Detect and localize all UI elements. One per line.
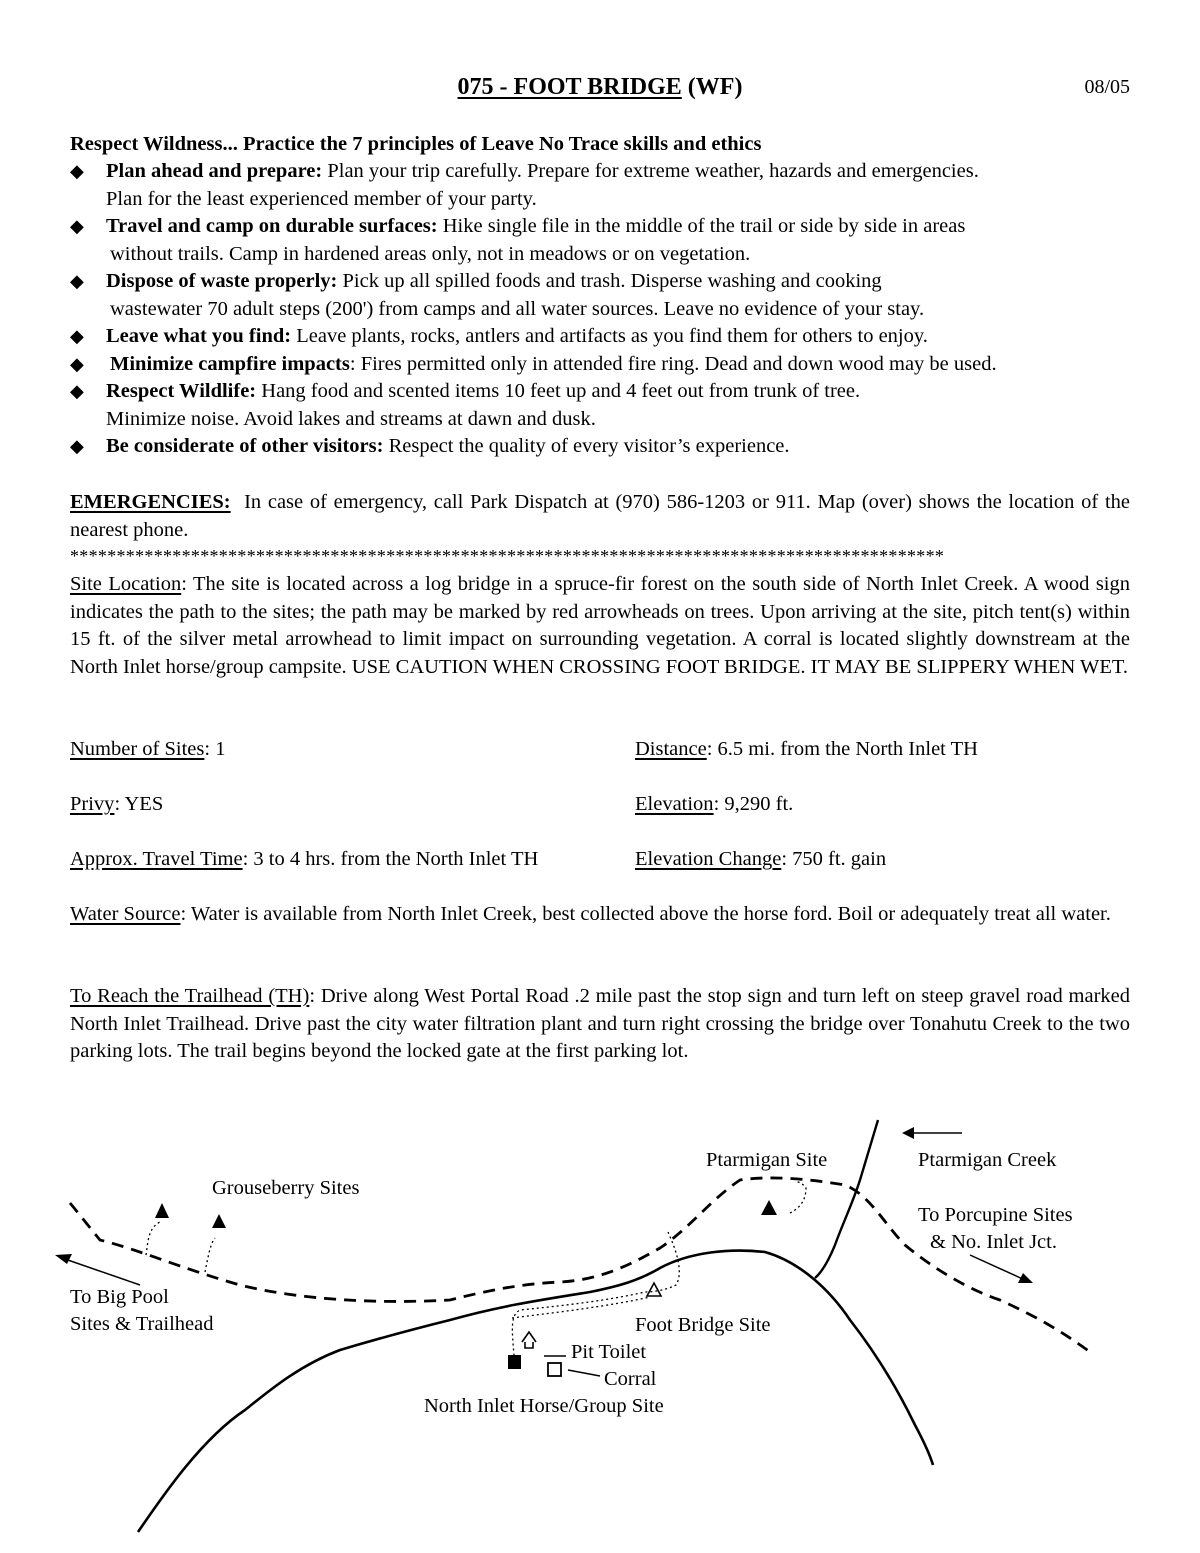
- number-of-sites: [70, 736, 225, 764]
- lnt-label: Minimize campfire impacts: [110, 353, 350, 375]
- diamond-bullet-icon: ◆: [70, 216, 84, 236]
- foot-bridge-tent-icon: [647, 1283, 661, 1296]
- emergencies-text: In case of emergency, call Park Dispatch at (970) 586-1203 or 911. Map (over) shows the location of the nearest phone.: [70, 491, 1130, 541]
- porcupine-label-1: To Porcupine Sites: [918, 1204, 1073, 1226]
- elevation-change: [635, 846, 886, 874]
- elevation-change-label: Elevation Change: [635, 848, 782, 870]
- lnt-text: Plan your trip carefully. Prepare for extreme weather, hazards and emergencies.: [327, 160, 979, 182]
- diamond-bullet-icon: ◆: [70, 354, 84, 374]
- grouseberry-path-1: [146, 1222, 160, 1255]
- lnt-text: : Fires permitted only in attended fire ring. Dead and down wood may be used.: [349, 353, 997, 375]
- lnt-label: Leave what you find:: [106, 325, 292, 347]
- grouseberry-tent-icon-1: [155, 1203, 169, 1218]
- trailhead-text: : Drive along West Portal Road .2 mile past the stop sign and turn left on steep gravel road marked North Inlet Trailhead. Drive past the city water filtration plant and turn right crossing the bridge over Tonahutu Creek to the two parking lots. The trail begins beyond the locked gate at the first parking lot.: [70, 985, 1131, 1062]
- diamond-bullet-icon: ◆: [70, 381, 84, 401]
- title-suffix: (WF): [687, 74, 743, 100]
- sites-value: : 1: [204, 738, 226, 760]
- travel-time: [70, 846, 538, 874]
- north-inlet-creek: [138, 1251, 933, 1532]
- diamond-bullet-icon: ◆: [70, 161, 84, 181]
- corral-leader: [568, 1370, 600, 1376]
- privy-label: Privy: [70, 793, 115, 815]
- grouseberry-label: Grouseberry Sites: [212, 1177, 360, 1199]
- lnt-label: Plan ahead and prepare:: [106, 160, 323, 182]
- privy: [70, 791, 163, 819]
- horse-group-site-icon: [508, 1355, 521, 1369]
- grouseberry-path-2: [205, 1238, 215, 1272]
- lnt-cont: Minimize noise. Avoid lakes and streams at dawn and dusk.: [106, 407, 596, 430]
- foot-bridge-label: Foot Bridge Site: [635, 1314, 771, 1336]
- ptarmigan-tent-icon: [761, 1200, 777, 1215]
- travel-time-value: : 3 to 4 hrs. from the North Inlet TH: [242, 848, 539, 870]
- travel-time-label: Approx. Travel Time: [70, 848, 243, 870]
- elevation: [635, 791, 793, 819]
- grouseberry-tent-icon-2: [212, 1214, 226, 1228]
- lnt-cont: wastewater 70 adult steps (200') from camps and all water sources. Leave no evidence of your stay.: [110, 297, 925, 320]
- pit-toilet-label: Pit Toilet: [571, 1341, 647, 1363]
- elevation-label: Elevation: [635, 793, 714, 815]
- corral-label: Corral: [604, 1368, 657, 1390]
- lnt-text: Respect the quality of every visitor’s experience.: [388, 435, 790, 457]
- elevation-change-value: : 750 ft. gain: [781, 848, 887, 870]
- sites-label: Number of Sites: [70, 738, 205, 760]
- lnt-label: Dispose of waste properly:: [106, 270, 338, 292]
- distance: [635, 736, 978, 764]
- water-source-label: Water Source: [70, 903, 181, 925]
- lnt-text: Hang food and scented items 10 feet up and 4 feet out from trunk of tree.: [261, 380, 861, 402]
- porcupine-label-2: & No. Inlet Jct.: [930, 1231, 1057, 1253]
- diamond-bullet-icon: ◆: [70, 271, 84, 291]
- diamond-bullet-icon: ◆: [70, 436, 84, 456]
- revision-date: 08/05: [1084, 76, 1130, 98]
- elevation-value: : 9,290 ft.: [713, 793, 794, 815]
- lnt-text: Leave plants, rocks, antlers and artifacts as you find them for others to enjoy.: [296, 325, 928, 347]
- arrow-left-icon: [62, 1258, 140, 1285]
- corral-icon: [548, 1363, 561, 1376]
- big-pool-label-1: To Big Pool: [70, 1286, 169, 1308]
- diamond-bullet-icon: ◆: [70, 326, 84, 346]
- water-source-text: : Water is available from North Inlet Creek, best collected above the horse ford. Boil or adequately treat all water.: [180, 903, 1111, 925]
- ptarmigan-creek: [815, 1120, 878, 1278]
- arrowhead-left-icon: [55, 1254, 72, 1264]
- trailhead-section: [70, 983, 1130, 1066]
- lnt-label: Travel and camp on durable surfaces:: [106, 215, 438, 237]
- lnt-text: Hike single file in the middle of the trail or side by side in areas: [442, 215, 966, 237]
- ptarmigan-creek-label: Ptarmigan Creek: [918, 1149, 1057, 1171]
- lnt-cont: without trails. Camp in hardened areas only, not in meadows or on vegetation.: [110, 242, 751, 265]
- big-pool-label-2: Sites & Trailhead: [70, 1313, 214, 1335]
- divider-stars: **********************************************************************************************: [70, 546, 945, 566]
- emergencies-label: EMERGENCIES:: [70, 491, 231, 513]
- water-source-section: [70, 901, 1130, 929]
- trailhead-label: To Reach the Trailhead (TH): [70, 985, 310, 1007]
- lnt-label: Respect Wildlife:: [106, 380, 257, 402]
- title-main: 075 - FOOT BRIDGE: [457, 74, 682, 100]
- arrow-right-icon: [970, 1255, 1025, 1280]
- horse-group-label: North Inlet Horse/Group Site: [424, 1395, 664, 1417]
- arrowhead-left-creek-icon: [902, 1127, 914, 1139]
- distance-value: : 6.5 mi. from the North Inlet TH: [706, 738, 978, 760]
- lnt-label: Be considerate of other visitors:: [106, 435, 384, 457]
- ptarmigan-path: [790, 1182, 806, 1213]
- distance-label: Distance: [635, 738, 707, 760]
- lnt-text: Pick up all spilled foods and trash. Disperse washing and cooking: [342, 270, 882, 292]
- lnt-cont: Plan for the least experienced member of your party.: [106, 187, 537, 210]
- lnt-heading: Respect Wildness... Practice the 7 principles of Leave No Trace skills and ethics: [70, 133, 762, 155]
- emergencies-section: [70, 489, 1130, 544]
- site-location-label: Site Location: [70, 573, 182, 595]
- site-location-section: [70, 571, 1130, 681]
- privy-value: : YES: [114, 793, 164, 815]
- ptarmigan-site-label: Ptarmigan Site: [706, 1149, 828, 1171]
- site-location-text: : The site is located across a log bridge in a spruce-fir forest on the south side of North Inlet Creek. A wood sign indicates the path to the sites; the path may be marked by red arrowheads on trees. Upon arriving at the site, pitch tent(s) within 15 ft. of the silver metal arrowhead to limit impact on surrounding vegetation. A corral is located slightly downstream at the North Inlet horse/group campsite. USE CAUTION WHEN CROSSING FOOT BRIDGE. IT MAY BE SLIPPERY WHEN WET.: [70, 573, 1130, 678]
- pit-toilet-icon: [522, 1332, 536, 1348]
- page-title: [0, 72, 1200, 102]
